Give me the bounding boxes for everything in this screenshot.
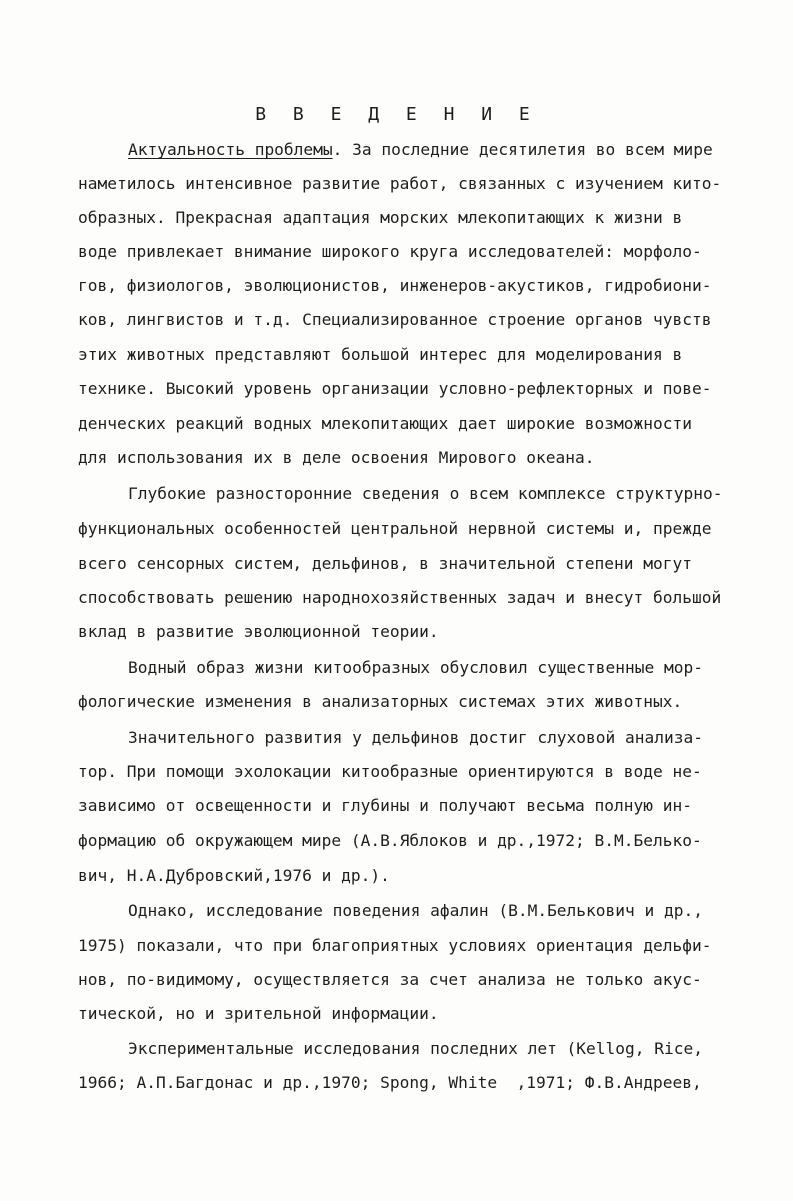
line-text: Глубокие разносторонние сведения о всем комплексе структурно- <box>128 484 723 503</box>
line-text: ков, лингвистов и т.д. Специализированное строение органов чувств <box>78 310 712 329</box>
text-line <box>78 379 783 399</box>
line-text: 1966; А.П.Багдонас и др.,1970; Spong, White ,1971; Ф.В.Андреев, <box>78 1073 702 1092</box>
line-text: этих животных представляют большой интерес для моделирования в <box>78 345 683 364</box>
line-text: вклад в развитие эволюционной теории. <box>78 622 439 641</box>
text-line <box>78 345 783 365</box>
text-line <box>78 208 783 228</box>
line-text: гов, физиологов, эволюционистов, инженеров-акустиков, гидробиони- <box>78 276 712 295</box>
text-line <box>78 796 783 816</box>
line-text: Водный образ жизни китообразных обусловил существенные мор- <box>128 658 703 677</box>
text-line <box>128 658 783 678</box>
line-text: функциональных особенностей центральной нервной системы и, прежде <box>78 519 712 538</box>
line-text: формацию об окружающем мире (А.В.Яблоков и др.,1972; В.М.Белько- <box>78 831 702 850</box>
line-text: Однако, исследование поведения афалин (В.М.Белькович и др., <box>128 901 703 920</box>
text-line <box>78 554 783 574</box>
page-heading: В В Е Д Е Н И Е <box>255 104 538 125</box>
line-text: 1975) показали, что при благоприятных условиях ориентация дельфи- <box>78 936 712 955</box>
line-text: Экспериментальные исследования последних лет (Kellog, Rice, <box>128 1039 703 1058</box>
text-line <box>78 414 783 434</box>
line-text: для использования их в деле освоения Мирового океана. <box>78 448 595 467</box>
text-line <box>78 276 783 296</box>
text-line <box>78 310 783 330</box>
line-text: . За последние десятилетия во всем мире <box>332 140 713 159</box>
line-text: способствовать решению народнохозяйственных задач и внесут большой <box>78 588 722 607</box>
text-line <box>78 242 783 262</box>
line-text: фологические изменения в анализаторных системах этих животных. <box>78 692 683 711</box>
text-line <box>78 174 783 194</box>
line-text: образных. Прекрасная адаптация морских млекопитающих к жизни в <box>78 208 683 227</box>
text-line <box>78 1073 783 1093</box>
line-text: денческих реакций водных млекопитающих дает широкие возможности <box>78 414 692 433</box>
line-text: тической, но и зрительной информации. <box>78 1004 439 1023</box>
text-line <box>128 1039 783 1059</box>
line-text: зависимо от освещенности и глубины и получают весьма полную ин- <box>78 796 692 815</box>
text-line <box>78 936 783 956</box>
text-line <box>78 970 783 990</box>
line-text: технике. Высокий уровень организации условно-рефлекторных и пове- <box>78 379 712 398</box>
line-text: наметилось интенсивное развитие работ, связанных с изучением кито- <box>78 174 722 193</box>
text-line <box>78 588 783 608</box>
underlined-term: Актуальность проблемы <box>128 140 333 159</box>
text-line <box>128 901 783 921</box>
text-line <box>78 448 783 468</box>
text-line <box>128 140 783 160</box>
line-text: вич, Н.А.Дубровский,1976 и др.). <box>78 866 390 885</box>
text-line <box>78 866 783 886</box>
line-text: тор. При помощи эхолокации китообразные ориентируются в воде не- <box>78 762 702 781</box>
text-line <box>128 484 783 504</box>
text-line <box>78 519 783 539</box>
text-line <box>128 728 783 748</box>
text-line <box>78 762 783 782</box>
text-line <box>78 831 783 851</box>
line-text: Значительного развития у дельфинов достиг слуховой анализа- <box>128 728 703 747</box>
line-text: нов, по-видимому, осуществляется за счет анализа не только акус- <box>78 970 702 989</box>
text-line <box>78 1004 783 1024</box>
line-text: всего сенсорных систем, дельфинов, в значительной степени могут <box>78 554 692 573</box>
text-line <box>78 622 783 642</box>
text-line <box>78 692 783 712</box>
line-text: воде привлекает внимание широкого круга исследователей: морфоло- <box>78 242 702 261</box>
